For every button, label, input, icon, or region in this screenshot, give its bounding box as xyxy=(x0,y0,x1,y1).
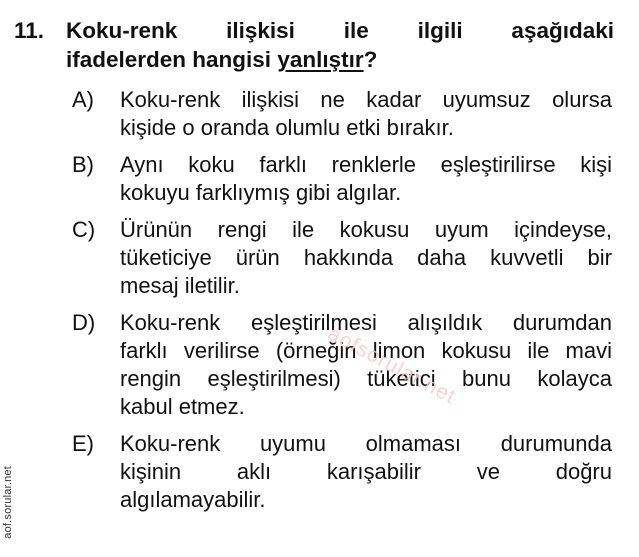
site-mark: aof.sorular.net xyxy=(2,466,14,539)
option-text xyxy=(120,151,612,207)
question-block xyxy=(14,16,614,523)
option-letter: E) xyxy=(72,431,94,456)
question-stem-text: ifadelerden hangisi xyxy=(66,47,278,72)
answer-options xyxy=(14,86,614,514)
option-text xyxy=(120,86,612,142)
option-line: Koku-renk uyumu olmaması durumunda xyxy=(120,431,612,456)
option-letter: D) xyxy=(72,310,96,335)
option-d[interactable] xyxy=(14,309,614,421)
option-line: Aynı koku farklı renklerle eşleştirilirse kişi xyxy=(120,152,612,177)
question-stem xyxy=(66,16,614,74)
option-line: kokuyu farklıymış gibi algılar. xyxy=(120,180,402,205)
option-letter: A) xyxy=(72,87,94,112)
option-line: tüketiciye ürün hakkında daha kuvvetli bir xyxy=(120,245,612,270)
option-line: kişide o oranda olumlu etki bırakır. xyxy=(120,115,454,140)
option-text xyxy=(120,430,612,514)
question-stem-line xyxy=(66,45,614,74)
option-text xyxy=(120,216,612,300)
question-number: 11. xyxy=(14,18,45,43)
option-line: farklı verilirse (örneğin limon kokusu ile mavi xyxy=(120,338,612,363)
question-mark: ? xyxy=(363,47,378,72)
question-emphasis: yanlıştır xyxy=(277,47,364,72)
option-line: kabul etmez. xyxy=(120,394,245,419)
option-e[interactable] xyxy=(14,430,614,514)
option-line: algılamayabilir. xyxy=(120,487,266,512)
option-letter: B) xyxy=(72,152,94,177)
option-line: Koku-renk eşleştirilmesi alışıldık durumdan xyxy=(120,310,612,335)
question-header xyxy=(14,16,614,74)
question-stem-line: Koku-renk ilişkisi ile ilgili aşağıdaki xyxy=(66,18,614,43)
watermark: aofsorular.net xyxy=(324,322,460,409)
option-line: mesaj iletilir. xyxy=(120,273,240,298)
option-b[interactable] xyxy=(14,151,614,207)
option-line: rengin eşleştirilmesi) tüketici bunu kolayca xyxy=(120,366,612,391)
option-line: Ürünün rengi ile kokusu uyum içindeyse, xyxy=(120,217,612,242)
option-c[interactable] xyxy=(14,216,614,300)
option-line: Koku-renk ilişkisi ne kadar uyumsuz olursa xyxy=(120,87,612,112)
option-a[interactable] xyxy=(14,86,614,142)
option-letter: C) xyxy=(72,217,96,242)
option-line: kişinin aklı karışabilir ve doğru xyxy=(120,459,612,484)
